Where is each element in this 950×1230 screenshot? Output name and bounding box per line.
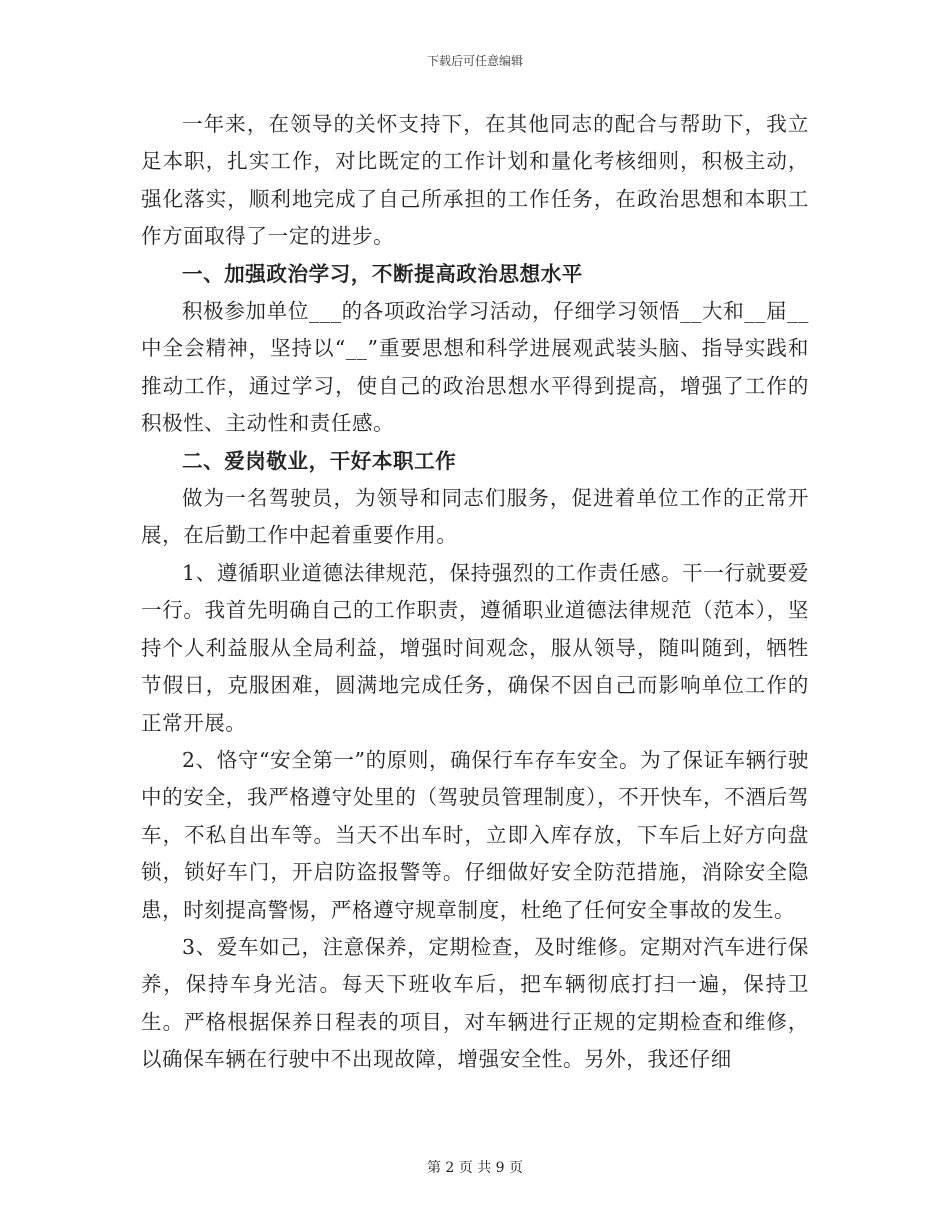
- page-number-footer: 第 2 页 共 9 页: [426, 1160, 524, 1176]
- intro-paragraph: 一年来，在领导的关怀支持下，在其他同志的配合与帮助下，我立足本职，扎实工作，对比既定的工作计划和量化考核细则，积极主动，强化落实，顺利地完成了自己所承担的工作任务，在政治思想和本职工作方面取得了一定的进步。: [141, 112, 809, 249]
- item-3-paragraph: 3、爱车如己，注意保养，定期检查，及时维修。定期对汽车进行保养，保持车身光洁。每天下班收车后，把车辆彻底打扫一遍，保持卫生。严格根据保养日程表的项目，对车辆进行正规的定期检查和维修，以确保车辆在行驶中不出现故障，增强安全性。另外，我还仔细: [141, 934, 809, 1072]
- document-body: [141, 106, 809, 1079]
- driver-role-paragraph: 做为一名驾驶员，为领导和同志们服务，促进着单位工作的正常开展，在后勤工作中起着重要作用。: [141, 486, 809, 548]
- item-1-paragraph: 1、遵循职业道德法律规范，保持强烈的工作责任感。干一行就要爱一行。我首先明确自己的工作职责，遵循职业道德法律规范（范本），坚持个人利益服从全局利益，增强时间观念，服从领导，随叫随到，牺牲节假日，克服困难，圆满地完成任务，确保不因自己而影响单位工作的正常开展。: [141, 560, 809, 735]
- page-header-note: 下载后可任意编辑: [426, 54, 523, 68]
- section-heading-2: 二、爱岗敬业，干好本职工作: [182, 448, 457, 473]
- section-heading-1: 一、加强政治学习，不断提高政治思想水平: [182, 261, 583, 286]
- political-study-paragraph: 积极参加单位___的各项政治学习活动，仔细学习领悟__大和__届__中全会精神，坚持以“__”重要思想和科学进展观武装头脑、指导实践和推动工作，通过学习，使自己的政治思想水平得到提高，增强了工作的积极性、主动性和责任感。: [141, 299, 809, 436]
- item-2-paragraph: 2、恪守“安全第一”的原则，确保行车存车安全。为了保证车辆行驶中的安全，我严格遵守处里的（驾驶员管理制度），不开快车，不酒后驾车，不私自出车等。当天不出车时，立即入库存放，下车后上好方向盘锁，锁好车门，开启防盗报警等。仔细做好安全防范措施，消除安全隐患，时刻提高警惕，严格遵守规章制度，杜绝了任何安全事故的发生。: [141, 747, 809, 922]
